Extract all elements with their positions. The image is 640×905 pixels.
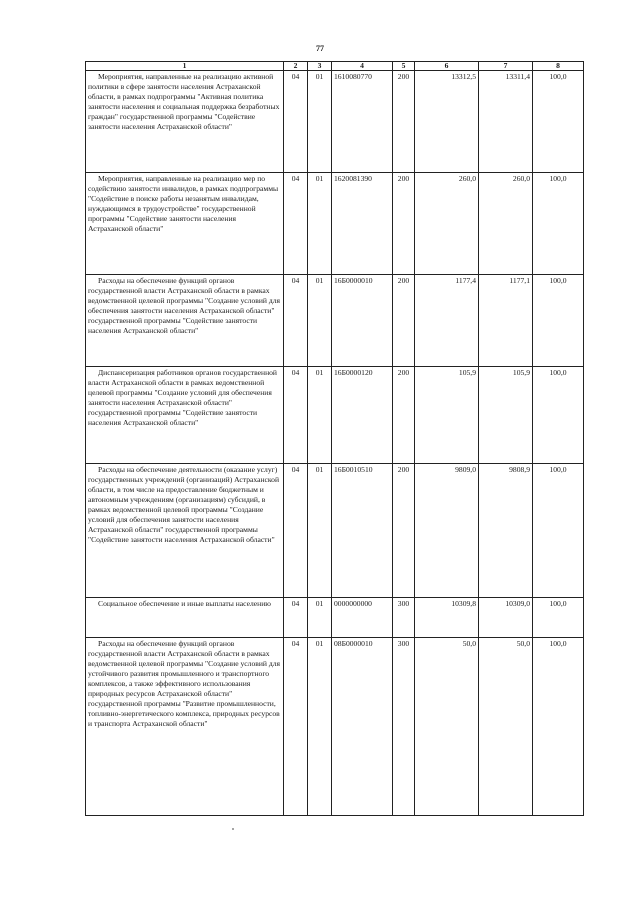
cell-planned: 1177,4 bbox=[415, 275, 479, 367]
cell-target-article: 08Б0000010 bbox=[332, 638, 393, 816]
cell-section: 04 bbox=[284, 464, 308, 598]
cell-subsection: 01 bbox=[308, 464, 332, 598]
table-row bbox=[86, 173, 584, 275]
cell-planned: 9809,0 bbox=[415, 464, 479, 598]
table-row bbox=[86, 598, 584, 638]
budget-table bbox=[85, 61, 584, 816]
cell-section: 04 bbox=[284, 173, 308, 275]
cell-subsection: 01 bbox=[308, 173, 332, 275]
cell-expense-type: 200 bbox=[393, 367, 415, 464]
cell-subsection: 01 bbox=[308, 367, 332, 464]
cell-expense-type: 200 bbox=[393, 71, 415, 173]
cell-percent: 100,0 bbox=[533, 598, 584, 638]
cell-percent: 100,0 bbox=[533, 464, 584, 598]
column-header: 7 bbox=[479, 62, 533, 71]
cell-expense-type: 300 bbox=[393, 598, 415, 638]
cell-target-article: 1610080770 bbox=[332, 71, 393, 173]
cell-planned: 50,0 bbox=[415, 638, 479, 816]
row-description: Мероприятия, направленные на реализацию активной политики в сфере занятости населения Астраханской области, в рамках подпрограммы "Активная политика занятости населения и социальная поддержка безработных граждан" государственной программы "Содействие занятости населения Астраханской области" bbox=[86, 71, 284, 173]
row-description: Расходы на обеспечение деятельности (оказание услуг) государственных учреждений (организаций) Астраханской области, в том числе на предоставление бюджетным и автономным учреждениям (организациям) субсидий, в рамках ведомственной целевой программы "Создание условий для обеспечения занятости населения Астраханской области" государственной программы "Содействие занятости населения Астраханской области" bbox=[86, 464, 284, 598]
cell-section: 04 bbox=[284, 638, 308, 816]
row-description: Социальное обеспечение и иные выплаты населению bbox=[86, 598, 284, 638]
cell-executed: 13311,4 bbox=[479, 71, 533, 173]
cell-executed: 260,0 bbox=[479, 173, 533, 275]
cell-planned: 13312,5 bbox=[415, 71, 479, 173]
cell-section: 04 bbox=[284, 71, 308, 173]
cell-subsection: 01 bbox=[308, 71, 332, 173]
cell-executed: 50,0 bbox=[479, 638, 533, 816]
table-row bbox=[86, 464, 584, 598]
cell-percent: 100,0 bbox=[533, 71, 584, 173]
column-header: 4 bbox=[332, 62, 393, 71]
cell-subsection: 01 bbox=[308, 275, 332, 367]
cell-expense-type: 300 bbox=[393, 638, 415, 816]
cell-subsection: 01 bbox=[308, 598, 332, 638]
column-header: 8 bbox=[533, 62, 584, 71]
cell-expense-type: 200 bbox=[393, 275, 415, 367]
cell-executed: 9808,9 bbox=[479, 464, 533, 598]
cell-section: 04 bbox=[284, 367, 308, 464]
cell-planned: 10309,8 bbox=[415, 598, 479, 638]
page-number: 77 bbox=[316, 44, 324, 53]
cell-target-article: 0000000000 bbox=[332, 598, 393, 638]
cell-planned: 260,0 bbox=[415, 173, 479, 275]
cell-expense-type: 200 bbox=[393, 464, 415, 598]
cell-executed: 105,9 bbox=[479, 367, 533, 464]
cell-percent: 100,0 bbox=[533, 275, 584, 367]
column-header: 5 bbox=[393, 62, 415, 71]
cell-percent: 100,0 bbox=[533, 173, 584, 275]
cell-target-article: 16Б0010510 bbox=[332, 464, 393, 598]
row-description: Мероприятия, направленные на реализацию мер по содействию занятости инвалидов, в рамках подпрограммы "Содействие в поиске работы незанятым инвалидам, нуждающимся в трудоустройстве" государственной программы "Содействие занятости населения Астраханской области" bbox=[86, 173, 284, 275]
cell-section: 04 bbox=[284, 598, 308, 638]
row-description: Расходы на обеспечение функций органов государственной власти Астраханской области в рамках ведомственной целевой программы "Создание условий для устойчивого развития промышленного и транспортного комплексов, а также эффективного использования природных ресурсов Астраханской области" государственной программы "Развитие промышленности, топливно-энергетического комплекса, природных ресурсов и транспорта Астраханской области" bbox=[86, 638, 284, 816]
column-header: 3 bbox=[308, 62, 332, 71]
table-row bbox=[86, 367, 584, 464]
column-header: 1 bbox=[86, 62, 284, 71]
cell-percent: 100,0 bbox=[533, 367, 584, 464]
cell-section: 04 bbox=[284, 275, 308, 367]
row-description: Диспансеризация работников органов государственной власти Астраханской области в рамках ведомственной целевой программы "Создание условий для обеспечения занятости населения Астраханской области" государственной программы "Содействие занятости населения Астраханской области" bbox=[86, 367, 284, 464]
cell-executed: 1177,1 bbox=[479, 275, 533, 367]
cell-planned: 105,9 bbox=[415, 367, 479, 464]
scan-dust-mark bbox=[232, 828, 234, 830]
column-header: 6 bbox=[415, 62, 479, 71]
cell-expense-type: 200 bbox=[393, 173, 415, 275]
table-row bbox=[86, 275, 584, 367]
table-row bbox=[86, 71, 584, 173]
cell-target-article: 1620081390 bbox=[332, 173, 393, 275]
cell-executed: 10309,0 bbox=[479, 598, 533, 638]
column-header: 2 bbox=[284, 62, 308, 71]
table-header-row bbox=[86, 62, 584, 71]
cell-target-article: 16Б0000010 bbox=[332, 275, 393, 367]
cell-subsection: 01 bbox=[308, 638, 332, 816]
cell-percent: 100,0 bbox=[533, 638, 584, 816]
cell-target-article: 16Б0000120 bbox=[332, 367, 393, 464]
table-row bbox=[86, 638, 584, 816]
row-description: Расходы на обеспечение функций органов государственной власти Астраханской области в рамках ведомственной целевой программы "Создание условий для обеспечения занятости населения Астраханской области" государственной программы "Содействие занятости населения Астраханской области" bbox=[86, 275, 284, 367]
